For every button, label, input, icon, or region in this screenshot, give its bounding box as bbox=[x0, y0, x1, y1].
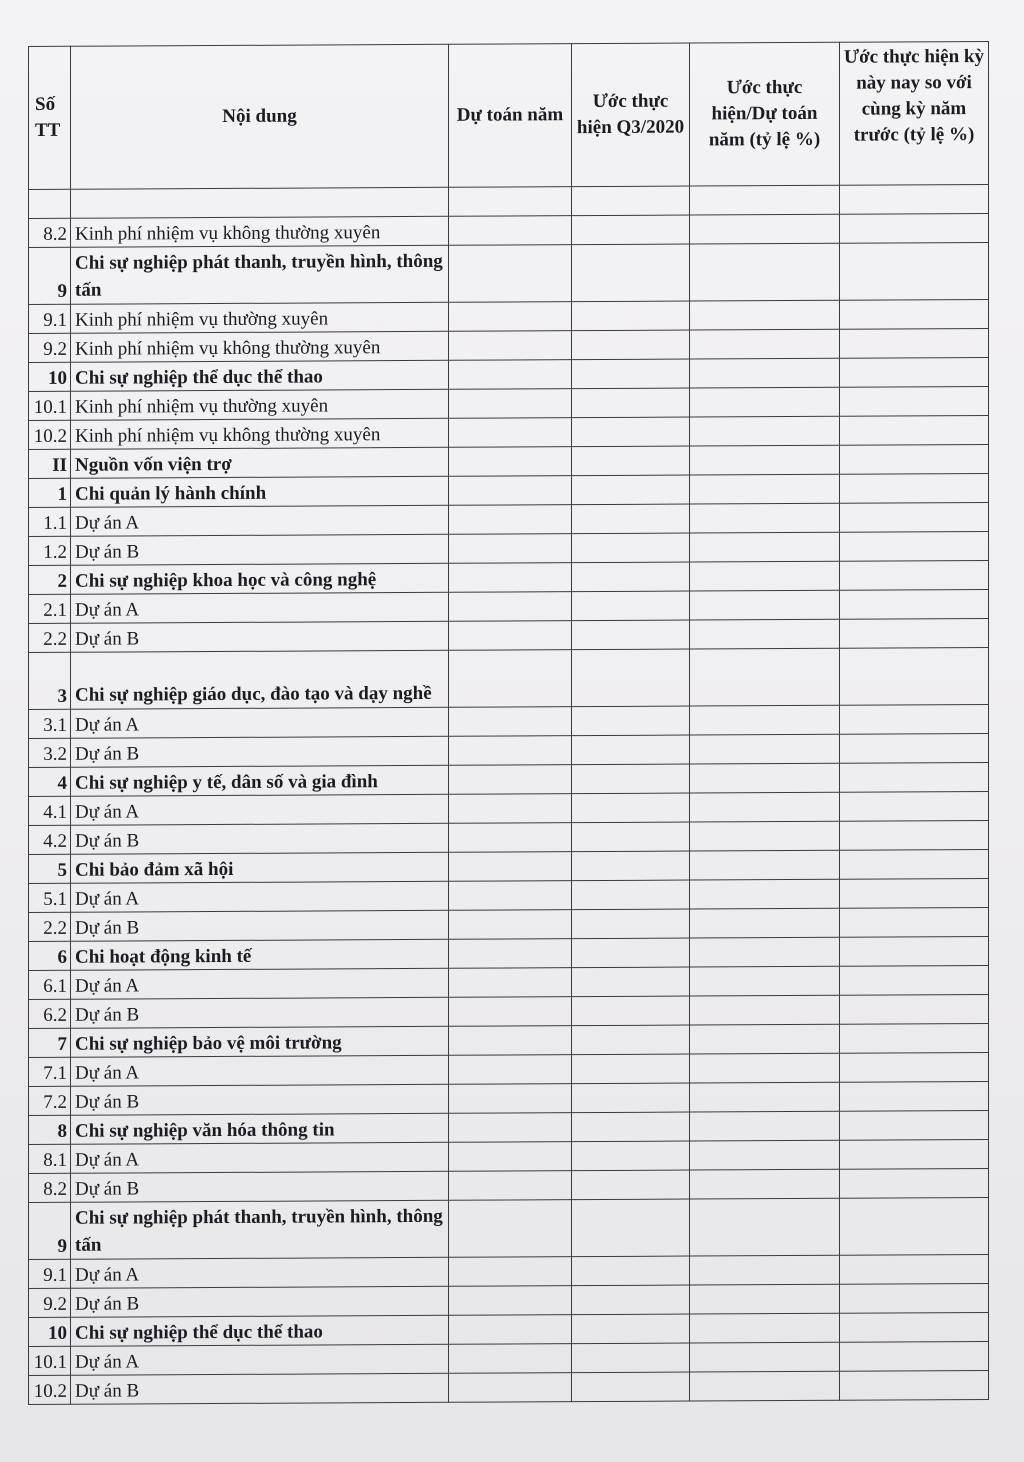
cell-uoc-thuc-hien-q3 bbox=[572, 909, 690, 939]
cell-uoc-thuc-hien-ky-nay bbox=[840, 357, 989, 387]
row-stt: 5.1 bbox=[29, 883, 71, 912]
cell-uoc-thuc-hien-ky-nay bbox=[840, 1341, 989, 1371]
row-content: Dự án B bbox=[71, 1084, 449, 1115]
cell-uoc-thuc-hien-q3 bbox=[572, 359, 690, 389]
row-stt: 10.2 bbox=[29, 1375, 71, 1404]
cell-uoc-thuc-hien-q3 bbox=[572, 996, 690, 1026]
row-stt: 7 bbox=[29, 1028, 71, 1057]
row-content: Dự án B bbox=[71, 1286, 449, 1317]
row-stt: II bbox=[29, 449, 71, 478]
budget-table-container bbox=[28, 41, 988, 1405]
row-content: Nguồn vốn viện trợ bbox=[71, 447, 449, 478]
row-stt: 1 bbox=[29, 478, 71, 507]
cell-uoc-thuc-hien-q3 bbox=[572, 1256, 690, 1286]
header-uoc-thuc-hien-ky-nay: Ước thực hiện kỳ này nay so với cùng kỳ năm trước (tỷ lệ %) bbox=[840, 41, 989, 185]
row-content: Chi quản lý hành chính bbox=[71, 476, 449, 507]
table-row bbox=[29, 647, 989, 709]
cell-du-toan-nam bbox=[449, 736, 572, 766]
cell-uoc-thuc-hien-ky-nay bbox=[840, 820, 989, 850]
table-body bbox=[29, 184, 989, 1404]
row-stt: 10.2 bbox=[29, 420, 71, 449]
cell-uoc-thuc-hien-du-toan bbox=[690, 966, 840, 996]
cell-du-toan-nam bbox=[449, 447, 572, 477]
row-stt: 1.2 bbox=[29, 536, 71, 565]
cell-du-toan-nam bbox=[449, 389, 572, 419]
row-content: Dự án B bbox=[71, 1373, 449, 1404]
cell-uoc-thuc-hien-q3 bbox=[572, 244, 690, 302]
row-stt: 2.2 bbox=[29, 623, 71, 652]
table-row bbox=[29, 1197, 989, 1259]
cell-uoc-thuc-hien-du-toan bbox=[690, 1082, 840, 1112]
row-content: Chi hoạt động kinh tế bbox=[71, 939, 449, 970]
row-content: Dự án B bbox=[71, 910, 449, 941]
cell-du-toan-nam bbox=[449, 505, 572, 535]
cell-uoc-thuc-hien-ky-nay bbox=[840, 907, 989, 937]
row-content: Dự án A bbox=[71, 1142, 449, 1173]
cell-uoc-thuc-hien-du-toan bbox=[690, 1140, 840, 1170]
cell-uoc-thuc-hien-ky-nay bbox=[840, 1023, 989, 1053]
cell-uoc-thuc-hien-ky-nay bbox=[840, 1052, 989, 1082]
row-stt: 5 bbox=[29, 854, 71, 883]
cell-uoc-thuc-hien-q3 bbox=[572, 649, 690, 707]
cell-uoc-thuc-hien-du-toan bbox=[690, 1255, 840, 1285]
cell-uoc-thuc-hien-ky-nay bbox=[840, 1370, 989, 1400]
row-stt: 7.1 bbox=[29, 1057, 71, 1086]
cell-du-toan-nam bbox=[449, 621, 572, 651]
row-stt: 8.1 bbox=[29, 1144, 71, 1173]
cell-uoc-thuc-hien-q3 bbox=[572, 1112, 690, 1142]
cell-uoc-thuc-hien-du-toan bbox=[690, 300, 840, 330]
row-stt: 3 bbox=[29, 652, 71, 709]
row-stt: 6.1 bbox=[29, 970, 71, 999]
cell-uoc-thuc-hien-ky-nay bbox=[840, 936, 989, 966]
cell-uoc-thuc-hien-q3 bbox=[572, 475, 690, 505]
cell-uoc-thuc-hien-q3 bbox=[572, 533, 690, 563]
cell-uoc-thuc-hien-q3 bbox=[572, 446, 690, 476]
cell-uoc-thuc-hien-du-toan bbox=[690, 561, 840, 591]
cell-uoc-thuc-hien-ky-nay bbox=[840, 242, 989, 300]
cell-du-toan-nam bbox=[449, 592, 572, 622]
row-content: Dự án B bbox=[71, 1171, 449, 1202]
cell-uoc-thuc-hien-ky-nay bbox=[840, 878, 989, 908]
cell-uoc-thuc-hien-q3 bbox=[572, 764, 690, 794]
row-stt: 9 bbox=[29, 247, 71, 304]
cell-uoc-thuc-hien-q3 bbox=[572, 620, 690, 650]
row-content: Dự án A bbox=[71, 968, 449, 999]
cell-uoc-thuc-hien-du-toan bbox=[690, 503, 840, 533]
cell-uoc-thuc-hien-ky-nay bbox=[840, 589, 989, 619]
cell-uoc-thuc-hien-q3 bbox=[572, 591, 690, 621]
cell-uoc-thuc-hien-ky-nay bbox=[840, 415, 989, 445]
cell-uoc-thuc-hien-du-toan bbox=[690, 387, 840, 417]
row-content: Kinh phí nhiệm vụ thường xuyên bbox=[71, 302, 449, 333]
cell-uoc-thuc-hien-ky-nay bbox=[840, 647, 989, 705]
cell-du-toan-nam bbox=[449, 1257, 572, 1287]
cell-uoc-thuc-hien-du-toan bbox=[690, 1024, 840, 1054]
cell-du-toan-nam bbox=[449, 707, 572, 737]
cell-du-toan-nam bbox=[449, 534, 572, 564]
cell-uoc-thuc-hien-ky-nay bbox=[840, 618, 989, 648]
cell-uoc-thuc-hien-q3 bbox=[572, 1083, 690, 1113]
cell-uoc-thuc-hien-ky-nay bbox=[840, 1110, 989, 1140]
row-stt: 9.1 bbox=[29, 304, 71, 333]
cell-uoc-thuc-hien-du-toan bbox=[690, 1313, 840, 1343]
cell-uoc-thuc-hien-q3 bbox=[572, 1025, 690, 1055]
row-content: Chi bảo đảm xã hội bbox=[71, 852, 449, 883]
row-stt: 10 bbox=[29, 1317, 71, 1346]
cell-uoc-thuc-hien-du-toan bbox=[690, 821, 840, 851]
cell-uoc-thuc-hien-du-toan bbox=[690, 590, 840, 620]
row-stt: 2.2 bbox=[29, 912, 71, 941]
cell-du-toan-nam bbox=[449, 794, 572, 824]
row-content: Dự án A bbox=[71, 1344, 449, 1375]
budget-table bbox=[28, 41, 989, 1405]
row-stt: 10 bbox=[29, 362, 71, 391]
row-content: Dự án A bbox=[71, 707, 449, 738]
row-stt: 9.2 bbox=[29, 333, 71, 362]
cell-uoc-thuc-hien-du-toan bbox=[690, 1198, 840, 1256]
cell-uoc-thuc-hien-du-toan bbox=[690, 1342, 840, 1372]
row-stt: 9.1 bbox=[29, 1259, 71, 1288]
row-content: Dự án A bbox=[71, 794, 449, 825]
row-stt: 8.2 bbox=[29, 1173, 71, 1202]
table-row bbox=[29, 1370, 989, 1404]
cell-du-toan-nam bbox=[449, 910, 572, 940]
cell-uoc-thuc-hien-ky-nay bbox=[840, 1312, 989, 1342]
cell-uoc-thuc-hien-ky-nay bbox=[840, 733, 989, 763]
row-content: Dự án B bbox=[71, 997, 449, 1028]
row-content: Chi sự nghiệp phát thanh, truyền hình, thông tấn bbox=[71, 245, 449, 304]
row-content: Dự án A bbox=[71, 592, 449, 623]
cell-du-toan-nam bbox=[449, 1113, 572, 1143]
cell-uoc-thuc-hien-q3 bbox=[572, 735, 690, 765]
cell-uoc-thuc-hien-ky-nay bbox=[840, 791, 989, 821]
cell-uoc-thuc-hien-q3 bbox=[572, 1141, 690, 1171]
cell-uoc-thuc-hien-ky-nay bbox=[840, 299, 989, 329]
cell-uoc-thuc-hien-ky-nay bbox=[840, 1254, 989, 1284]
cell-uoc-thuc-hien-q3 bbox=[572, 388, 690, 418]
cell-uoc-thuc-hien-ky-nay bbox=[840, 1197, 989, 1255]
cell-uoc-thuc-hien-q3 bbox=[572, 330, 690, 360]
cell-uoc-thuc-hien-q3 bbox=[572, 504, 690, 534]
cell-uoc-thuc-hien-du-toan bbox=[690, 908, 840, 938]
cell-uoc-thuc-hien-du-toan bbox=[690, 734, 840, 764]
row-stt: 6.2 bbox=[29, 999, 71, 1028]
cell-du-toan-nam bbox=[449, 360, 572, 390]
row-content: Dự án A bbox=[71, 881, 449, 912]
header-uoc-thuc-hien-q3: Ước thực hiện Q3/2020 bbox=[572, 43, 690, 187]
cell-uoc-thuc-hien-du-toan bbox=[690, 329, 840, 359]
cell-du-toan-nam bbox=[449, 216, 572, 246]
header-du-toan-nam: Dự toán năm bbox=[449, 44, 572, 188]
cell-du-toan-nam bbox=[449, 765, 572, 795]
cell-uoc-thuc-hien-du-toan bbox=[690, 532, 840, 562]
cell-uoc-thuc-hien-du-toan bbox=[690, 995, 840, 1025]
cell-uoc-thuc-hien-ky-nay bbox=[840, 1139, 989, 1169]
cell-uoc-thuc-hien-du-toan bbox=[690, 416, 840, 446]
cell-uoc-thuc-hien-q3 bbox=[572, 793, 690, 823]
cell-uoc-thuc-hien-ky-nay bbox=[840, 849, 989, 879]
cell-uoc-thuc-hien-ky-nay bbox=[840, 994, 989, 1024]
row-content: Chi sự nghiệp thể dục thể thao bbox=[71, 1315, 449, 1346]
cell-du-toan-nam bbox=[449, 852, 572, 882]
cell-du-toan-nam bbox=[449, 245, 572, 303]
cell-du-toan-nam bbox=[449, 1344, 572, 1374]
row-content: Dự án B bbox=[71, 736, 449, 767]
cell-uoc-thuc-hien-du-toan bbox=[690, 792, 840, 822]
row-content: Dự án B bbox=[71, 534, 449, 565]
row-content: Dự án B bbox=[71, 621, 449, 652]
cell-uoc-thuc-hien-ky-nay bbox=[840, 473, 989, 503]
cell-du-toan-nam bbox=[449, 1315, 572, 1345]
cell-uoc-thuc-hien-du-toan bbox=[690, 763, 840, 793]
cell-du-toan-nam bbox=[449, 1373, 572, 1403]
cell-uoc-thuc-hien-du-toan bbox=[690, 648, 840, 706]
row-stt: 3.1 bbox=[29, 709, 71, 738]
cell-du-toan-nam bbox=[449, 418, 572, 448]
cell-uoc-thuc-hien-q3 bbox=[572, 1343, 690, 1373]
row-content: Kinh phí nhiệm vụ không thường xuyên bbox=[71, 216, 449, 247]
cell-uoc-thuc-hien-q3 bbox=[572, 1372, 690, 1402]
row-stt: 7.2 bbox=[29, 1086, 71, 1115]
row-stt: 6 bbox=[29, 941, 71, 970]
cell-uoc-thuc-hien-ky-nay bbox=[840, 213, 989, 243]
row-stt: 10.1 bbox=[29, 391, 71, 420]
row-stt: 4.2 bbox=[29, 825, 71, 854]
cell-uoc-thuc-hien-q3 bbox=[572, 301, 690, 331]
cell-uoc-thuc-hien-q3 bbox=[572, 938, 690, 968]
cell-uoc-thuc-hien-q3 bbox=[572, 1314, 690, 1344]
cell-uoc-thuc-hien-du-toan bbox=[690, 214, 840, 244]
cell-uoc-thuc-hien-du-toan bbox=[690, 1371, 840, 1401]
cell-du-toan-nam bbox=[449, 881, 572, 911]
cell-uoc-thuc-hien-ky-nay bbox=[840, 704, 989, 734]
cell-uoc-thuc-hien-ky-nay bbox=[840, 531, 989, 561]
cell-du-toan-nam bbox=[449, 997, 572, 1027]
cell-uoc-thuc-hien-du-toan bbox=[690, 1169, 840, 1199]
cell-du-toan-nam bbox=[449, 1171, 572, 1201]
cell-uoc-thuc-hien-q3 bbox=[572, 417, 690, 447]
cell-du-toan-nam bbox=[449, 939, 572, 969]
cell-uoc-thuc-hien-du-toan bbox=[690, 358, 840, 388]
cell-uoc-thuc-hien-ky-nay bbox=[840, 560, 989, 590]
cell-uoc-thuc-hien-du-toan bbox=[690, 243, 840, 301]
row-content: Dự án A bbox=[71, 505, 449, 536]
row-content: Chi sự nghiệp khoa học và công nghệ bbox=[71, 563, 449, 594]
row-content: Kinh phí nhiệm vụ không thường xuyên bbox=[71, 418, 449, 449]
header-uoc-thuc-hien-du-toan: Ước thực hiện/Dự toán năm (tỷ lệ %) bbox=[690, 42, 840, 186]
cell-uoc-thuc-hien-ky-nay bbox=[840, 328, 989, 358]
cell-uoc-thuc-hien-du-toan bbox=[690, 937, 840, 967]
cell-du-toan-nam bbox=[449, 302, 572, 332]
cell-uoc-thuc-hien-du-toan bbox=[690, 850, 840, 880]
cell-uoc-thuc-hien-ky-nay bbox=[840, 444, 989, 474]
row-content: Dự án B bbox=[71, 823, 449, 854]
row-content: Chi sự nghiệp bảo vệ môi trường bbox=[71, 1026, 449, 1057]
cell-uoc-thuc-hien-q3 bbox=[572, 562, 690, 592]
table-header bbox=[29, 41, 989, 189]
cell-du-toan-nam bbox=[449, 331, 572, 361]
cell-du-toan-nam bbox=[449, 1200, 572, 1258]
row-content: Chi sự nghiệp phát thanh, truyền hình, thông tấn bbox=[71, 1200, 449, 1259]
cell-uoc-thuc-hien-q3 bbox=[572, 967, 690, 997]
row-content: Kinh phí nhiệm vụ thường xuyên bbox=[71, 389, 449, 420]
cell-du-toan-nam bbox=[449, 968, 572, 998]
cell-du-toan-nam bbox=[449, 1142, 572, 1172]
cell-du-toan-nam bbox=[449, 1084, 572, 1114]
cell-uoc-thuc-hien-du-toan bbox=[690, 1284, 840, 1314]
row-content: Chi sự nghiệp giáo dục, đào tạo và dạy nghề bbox=[71, 650, 449, 709]
row-stt: 2 bbox=[29, 565, 71, 594]
row-stt: 8 bbox=[29, 1115, 71, 1144]
row-content: Dự án A bbox=[71, 1055, 449, 1086]
row-stt: 2.1 bbox=[29, 594, 71, 623]
row-stt: 4 bbox=[29, 767, 71, 796]
row-stt: 9 bbox=[29, 1202, 71, 1259]
row-content: Dự án A bbox=[71, 1257, 449, 1288]
cell-uoc-thuc-hien-du-toan bbox=[690, 445, 840, 475]
cell-uoc-thuc-hien-du-toan bbox=[690, 879, 840, 909]
cell-du-toan-nam bbox=[449, 1026, 572, 1056]
row-stt: 4.1 bbox=[29, 796, 71, 825]
cell-uoc-thuc-hien-q3 bbox=[572, 822, 690, 852]
cell-uoc-thuc-hien-ky-nay bbox=[840, 762, 989, 792]
row-content: Chi sự nghiệp văn hóa thông tin bbox=[71, 1113, 449, 1144]
row-stt: 1.1 bbox=[29, 507, 71, 536]
cell-uoc-thuc-hien-q3 bbox=[572, 1199, 690, 1257]
cell-uoc-thuc-hien-ky-nay bbox=[840, 502, 989, 532]
cell-uoc-thuc-hien-q3 bbox=[572, 851, 690, 881]
cell-uoc-thuc-hien-ky-nay bbox=[840, 1168, 989, 1198]
cell-uoc-thuc-hien-ky-nay bbox=[840, 386, 989, 416]
cell-uoc-thuc-hien-du-toan bbox=[690, 705, 840, 735]
header-noi-dung: Nội dung bbox=[71, 44, 449, 189]
cell-uoc-thuc-hien-q3 bbox=[572, 1285, 690, 1315]
row-stt: 10.1 bbox=[29, 1346, 71, 1375]
row-stt: 8.2 bbox=[29, 218, 71, 247]
cell-uoc-thuc-hien-du-toan bbox=[690, 619, 840, 649]
cell-uoc-thuc-hien-ky-nay bbox=[840, 965, 989, 995]
cell-du-toan-nam bbox=[449, 476, 572, 506]
cell-uoc-thuc-hien-q3 bbox=[572, 880, 690, 910]
table-row bbox=[29, 242, 989, 304]
cell-uoc-thuc-hien-du-toan bbox=[690, 1111, 840, 1141]
cell-du-toan-nam bbox=[449, 563, 572, 593]
row-stt: 3.2 bbox=[29, 738, 71, 767]
cell-uoc-thuc-hien-ky-nay bbox=[840, 1081, 989, 1111]
cell-uoc-thuc-hien-q3 bbox=[572, 215, 690, 245]
header-stt: Số TT bbox=[29, 46, 71, 189]
cell-uoc-thuc-hien-q3 bbox=[572, 1170, 690, 1200]
row-content: Chi sự nghiệp thể dục thể thao bbox=[71, 360, 449, 391]
cell-du-toan-nam bbox=[449, 823, 572, 853]
row-stt: 9.2 bbox=[29, 1288, 71, 1317]
header-row bbox=[29, 41, 989, 189]
cell-du-toan-nam bbox=[449, 650, 572, 708]
row-content: Kinh phí nhiệm vụ không thường xuyên bbox=[71, 331, 449, 362]
cell-uoc-thuc-hien-du-toan bbox=[690, 474, 840, 504]
cell-uoc-thuc-hien-ky-nay bbox=[840, 1283, 989, 1313]
cell-uoc-thuc-hien-q3 bbox=[572, 1054, 690, 1084]
cell-du-toan-nam bbox=[449, 1286, 572, 1316]
cell-uoc-thuc-hien-du-toan bbox=[690, 1053, 840, 1083]
row-content: Chi sự nghiệp y tế, dân số và gia đình bbox=[71, 765, 449, 796]
cell-du-toan-nam bbox=[449, 1055, 572, 1085]
cell-uoc-thuc-hien-q3 bbox=[572, 706, 690, 736]
